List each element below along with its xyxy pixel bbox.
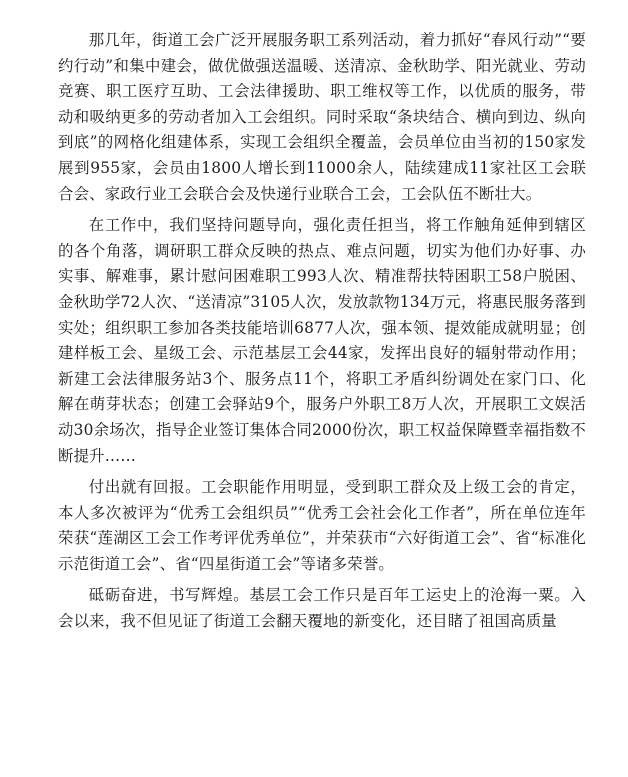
paragraph-4: 砥砺奋进，书写辉煌。基层工会工作只是百年工运史上的沧海一粟。入会以来，我不但见证了街道工会翻天覆地的新变化，还目睹了祖国高质量 (58, 586, 586, 631)
paragraph-2: 在工作中，我们坚持问题导向，强化责任担当，将工作触角延伸到辖区的各个角落，调研职工群众反映的热点、难点问题，切实为他们办好事、办实事、解难事，累计慰问困难职工993人次、精准帮扶特困职工58户脱困、金秋助学72人次、“送清凉”3105人次，发放款物134万元，将惠民服务落到实处；组织职工参加各类技能培训6877人次，强本领、提效能成就明显；创建样板工会、星级工会、示范基层工会44家，发挥出良好的辐射带动作用；新建工会法律服务站3个、服务点11个，将职工矛盾纠纷调处在家门口、化解在萌芽状态；创建工会驿站9个，服务户外职工8万人次，开展职工文娱活动30余场次，指导企业签订集体合同2000份次，职工权益保障暨幸福指数不断提升…… (58, 216, 586, 465)
paragraph-1: 那几年，街道工会广泛开展服务职工系列活动，着力抓好“春风行动”“要约行动”和集中建会，做优做强送温暖、送清凉、金秋助学、阳光就业、劳动竞赛、职工医疗互助、工会法律援助、职工维权等工作，以优质的服务，带动和吸纳更多的劳动者加入工会组织。同时采取“条块结合、横向到边、纵向到底”的网格化组建体系，实现工会组织全覆盖，会员单位由当初的150家发展到955家，会员由1800人增长到11000余人，陆续建成11家社区工会联合会、家政行业工会联合会及快递行业联合工会，工会队伍不断壮大。 (58, 31, 586, 203)
document-body (58, 28, 586, 641)
paragraph-3: 付出就有回报。工会职能作用明显，受到职工群众及上级工会的肯定，本人多次被评为“优秀工会组织员”“优秀工会社会化工作者”，所在单位连年荣获“莲湖区工会工作考评优秀单位”，并荣获市“六好街道工会”、省“标准化示范街道工会”、省“四星街道工会”等诸多荣誉。 (58, 478, 586, 573)
